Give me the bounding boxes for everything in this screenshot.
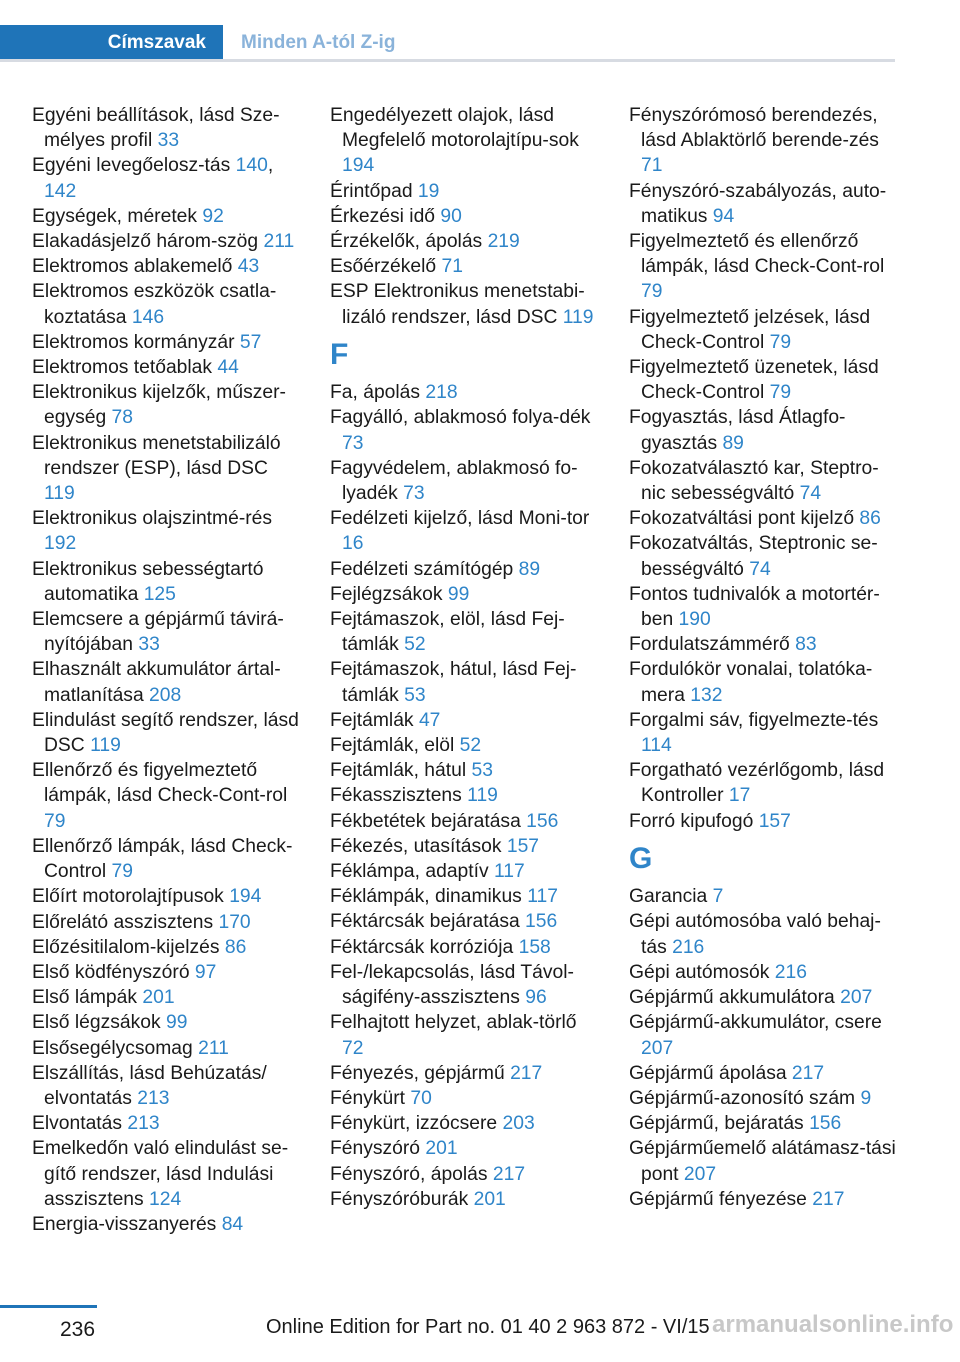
index-entry <box>330 708 600 733</box>
page-link[interactable]: 86 <box>859 508 881 530</box>
index-entry <box>330 557 600 582</box>
index-entry <box>32 506 302 556</box>
page-link[interactable]: 217 <box>510 1062 543 1084</box>
index-entry-text: Elektromos tetőablak <box>32 357 213 379</box>
section-letter-heading: F <box>330 337 349 371</box>
index-column-3 <box>629 103 899 1212</box>
index-entry-text: Elektromos eszközök csatla‐koztatása <box>32 281 277 328</box>
page-link[interactable]: 84 <box>221 1213 244 1235</box>
index-entry-text: Fordulatszámmérő <box>629 634 790 656</box>
index-entry <box>330 834 600 859</box>
index-entry <box>32 1212 302 1237</box>
page-link[interactable]: 203 <box>502 1113 535 1135</box>
index-entry-text: Fényszóróburák <box>330 1188 469 1210</box>
page-link[interactable]: 156 <box>809 1113 842 1135</box>
index-entry-text: Figyelmeztető jelzések, lásd Check-Control <box>629 306 871 353</box>
index-entry-text: Garancia <box>629 886 708 908</box>
page-link[interactable]: 17 <box>728 785 751 807</box>
watermark: armanualsonline.info <box>712 1311 954 1338</box>
page-link[interactable]: 125 <box>143 583 176 605</box>
page-link[interactable]: 217 <box>791 1062 825 1084</box>
index-entry <box>629 758 899 808</box>
index-entry <box>330 380 600 405</box>
index-entry-text: Gépjármű-akkumulátor, csere <box>629 1012 882 1034</box>
index-entry-text: Felhajtott helyzet, ablak‐törlő <box>330 1012 577 1034</box>
index-entry-text: Elektromos ablakemelő <box>32 256 233 278</box>
index-entry <box>330 405 600 455</box>
index-entry <box>32 355 302 380</box>
index-entry-text: Gépjármű, bejáratás <box>629 1113 804 1135</box>
index-entry-text: Fordulókör vonalai, tolatóka‐mera <box>629 659 873 706</box>
page-link[interactable]: 70 <box>410 1087 432 1109</box>
index-entry-text: Elvontatás <box>32 1113 123 1135</box>
page-link[interactable]: 218 <box>425 382 458 404</box>
page-link[interactable]: 90 <box>440 205 462 227</box>
page-link[interactable]: 207 <box>641 1037 674 1059</box>
page-link[interactable]: 211 <box>198 1037 229 1059</box>
index-entry-text: Előrelátó asszisztens <box>32 911 214 933</box>
page-link[interactable]: 132 <box>690 684 723 706</box>
index-entry-text: Fokozatválasztó kar, Steptro‐nic sebességváltó <box>629 457 879 505</box>
page-link[interactable]: 33 <box>138 634 160 656</box>
index-entry-text: Egyéni beállítások, lásd Sze‐mélyes profil <box>32 105 280 152</box>
index-entry-text: Fontos tudnivalók a motortér‐ben <box>629 583 880 631</box>
index-entry <box>629 1111 899 1136</box>
index-entry <box>330 1136 600 1161</box>
page-link[interactable]: 44 <box>217 357 239 379</box>
index-entry-text: Elemcsere a gépjármű távirá‐nyítójában <box>32 609 284 656</box>
index-entry-text: Fedélzeti kijelző, lásd Moni‐tor <box>330 508 590 530</box>
page-link[interactable]: 119 <box>562 306 594 328</box>
index-entry <box>32 1111 302 1136</box>
index-entry <box>629 632 899 657</box>
index-entry <box>629 103 899 179</box>
index-entry <box>330 607 600 657</box>
tab-cimszavak[interactable]: Címszavak <box>0 25 223 62</box>
index-entry-text: Ellenőrző lámpák, lásd Check-Control <box>32 835 293 883</box>
index-entry <box>629 960 899 985</box>
page-number: 236 <box>60 1318 96 1341</box>
page-link[interactable]: 33 <box>157 130 180 152</box>
header-tabs <box>0 25 895 62</box>
index-entry <box>330 859 600 884</box>
page-link[interactable]: 53 <box>471 760 493 782</box>
page-link[interactable]: 213 <box>137 1087 170 1109</box>
index-entry <box>629 985 899 1010</box>
index-entry <box>629 708 899 758</box>
index-entry-text: Egyéni levegőelosz‐tás <box>32 155 231 177</box>
index-entry <box>330 179 600 204</box>
index-entry <box>32 330 302 355</box>
index-entry <box>32 431 302 507</box>
page-link[interactable]: 119 <box>467 785 498 807</box>
index-entry-text: Érzékelők, ápolás <box>330 231 483 253</box>
index-entry-text: Féktárcsák bejáratása <box>330 911 520 933</box>
index-entry-text: Forgatható vezérlőgomb, lásd Kontroller <box>629 760 885 807</box>
index-entry <box>629 531 899 581</box>
page-link[interactable]: 201 <box>425 1138 458 1160</box>
page-link[interactable]: 170 <box>218 911 251 933</box>
index-entry <box>330 506 600 556</box>
index-entry-text: Gépjármű akkumulátora <box>629 987 835 1009</box>
page-link[interactable]: 53 <box>404 684 426 706</box>
index-entry <box>629 506 899 531</box>
index-entry-text: Fejtámlák <box>330 709 414 731</box>
index-entry <box>330 935 600 960</box>
index-column-1 <box>32 103 302 1237</box>
index-entry-text: Figyelmeztető üzenetek, lásd Check-Control <box>629 357 879 404</box>
index-entry-text: Érintőpad <box>330 180 413 202</box>
index-entry-text: Fa, ápolás <box>330 382 421 404</box>
index-entry <box>629 884 899 909</box>
page-link[interactable]: 194 <box>229 886 262 908</box>
index-entry <box>32 557 302 607</box>
index-entry-text: Érkezési idő <box>330 205 436 227</box>
page-link[interactable]: 99 <box>165 1012 188 1034</box>
page-link[interactable]: 7 <box>712 886 724 908</box>
page-link[interactable]: 78 <box>111 407 133 429</box>
page-link[interactable]: 89 <box>722 432 744 454</box>
page-link[interactable]: 216 <box>672 936 705 958</box>
index-entry-text: Elektronikus menetstabilizáló rendszer (ESP), lásd DSC <box>32 432 281 479</box>
index-entry-text: Fényszóró, ápolás <box>330 1163 488 1185</box>
index-entry-text: Fékezés, utasítások <box>330 835 502 857</box>
index-entry <box>629 582 899 632</box>
index-entry <box>330 1162 600 1187</box>
page-link[interactable]: 194 <box>342 155 375 177</box>
page-link[interactable]: 92 <box>202 205 224 227</box>
index-entry <box>32 204 302 229</box>
index-entry <box>330 657 600 707</box>
index-entry-text: Gépi autómosóba való behaj‐tás <box>629 911 881 958</box>
index-entry-text: Fejlégzsákok <box>330 583 443 605</box>
tab-minden-a-tol-z-ig[interactable]: Minden A-tól Z-ig <box>241 32 396 53</box>
index-entry <box>629 456 899 506</box>
index-entry <box>629 909 899 959</box>
page-link[interactable]: 124 <box>149 1188 182 1210</box>
page-link[interactable]: 201 <box>473 1188 506 1210</box>
index-entry-text: Gépjárműemelő alátámasz‐tási pont <box>629 1138 896 1185</box>
index-entry <box>629 229 899 305</box>
index-entry <box>32 935 302 960</box>
index-entry <box>32 758 302 834</box>
page-link[interactable]: 211 <box>263 231 295 253</box>
index-entry <box>629 405 899 455</box>
index-entry <box>330 884 600 909</box>
page-link[interactable]: 117 <box>527 886 558 908</box>
index-entry-text: Ellenőrző és figyelmeztető lámpák, lásd Check-Cont‐rol <box>32 760 288 807</box>
page-link[interactable]: 114 <box>641 735 672 757</box>
index-entry-text: Fejtámlák, elöl <box>330 735 455 757</box>
index-entry-text: Engedélyezett olajok, lásd Megfelelő motorolajtípu‐sok <box>330 105 579 152</box>
page-link[interactable]: 43 <box>237 256 260 278</box>
page-link[interactable]: 86 <box>224 936 247 958</box>
index-entry <box>629 1086 899 1111</box>
index-entry-text: Fényszóró-szabályozás, auto‐matikus <box>629 180 887 227</box>
page-link[interactable]: 208 <box>149 684 182 706</box>
page-link[interactable]: 52 <box>459 735 482 757</box>
index-entry <box>330 1010 600 1060</box>
page-link[interactable]: 156 <box>526 810 559 832</box>
index-entry-text: ESP Elektronikus menetstabi‐lizáló rendszer, lásd DSC <box>330 281 585 328</box>
index-entry-text: Gépjármű ápolása <box>629 1062 787 1084</box>
index-entry-text: Fagyálló, ablakmosó folya‐dék <box>330 407 591 429</box>
page-link[interactable]: 213 <box>127 1113 160 1135</box>
index-entry-text: Fékasszisztens <box>330 785 462 807</box>
page-link[interactable]: 79 <box>44 810 66 832</box>
page-link[interactable]: 72 <box>342 1037 364 1059</box>
page-link[interactable]: 146 <box>131 306 165 328</box>
index-entry <box>32 884 302 909</box>
index-entry <box>629 1136 899 1186</box>
index-entry <box>330 783 600 808</box>
index-entry <box>330 758 600 783</box>
index-entry <box>32 380 302 430</box>
page-link[interactable]: 201 <box>142 987 175 1009</box>
page-link[interactable]: 217 <box>812 1188 845 1210</box>
page-link[interactable]: 217 <box>492 1163 526 1185</box>
index-entry-text: Fokozatváltás, Steptronic se‐bességváltó <box>629 533 878 580</box>
index-entry <box>330 229 600 254</box>
index-entry <box>330 1111 600 1136</box>
index-entry-text: Fénykürt, izzócsere <box>330 1113 498 1135</box>
page-link[interactable]: 158 <box>518 936 551 958</box>
edition-info: Online Edition for Part no. 01 40 2 963 872 - VI/15 <box>266 1316 710 1338</box>
index-entry-text: Emelkedőn való elindulást se‐gítő rendszer, lásd Indulási asszisztens <box>32 1138 289 1210</box>
index-entry-text: Fényezés, gépjármű <box>330 1062 505 1084</box>
index-entry: Egyéni levegőelosz‐tás 140, 142 <box>32 155 274 202</box>
page-link[interactable]: 83 <box>795 634 817 656</box>
index-entry <box>330 809 600 834</box>
index-entry-text: Fejtámlák, hátul <box>330 760 467 782</box>
index-entry <box>32 1036 302 1061</box>
index-entry <box>629 809 899 834</box>
index-entry <box>330 103 600 179</box>
page-link[interactable]: 97 <box>194 961 217 983</box>
index-entry-text: Fokozatváltási pont kijelző <box>629 508 855 530</box>
page-link[interactable]: 74 <box>749 558 771 580</box>
index-entry-text: Első lámpák <box>32 987 138 1009</box>
index-entry-text: Előzésitilalom-kijelzés <box>32 936 220 958</box>
index-entry <box>330 909 600 934</box>
index-entry-text: Elektromos kormányzár <box>32 331 235 353</box>
page-link[interactable]: 71 <box>641 155 663 177</box>
index-entry-text: Elakadásjelző három‐szög <box>32 231 259 253</box>
index-entry <box>330 960 600 1010</box>
index-entry <box>330 254 600 279</box>
page-link[interactable]: 142 <box>44 180 77 202</box>
index-entry <box>32 229 302 254</box>
page-link[interactable]: 119 <box>44 483 75 505</box>
index-entry <box>32 279 302 329</box>
page-link[interactable]: 96 <box>525 987 547 1009</box>
index-entry <box>629 1061 899 1086</box>
page-link[interactable]: 73 <box>403 483 425 505</box>
page-link[interactable]: 140 <box>235 155 268 177</box>
index-entry <box>629 1187 899 1212</box>
index-entry-text: Fel-/lekapcsolás, lásd Távol‐ságifény-asszisztens <box>330 961 574 1009</box>
page-link[interactable]: 9 <box>860 1087 872 1109</box>
index-entry-text: Elektronikus olajszintmé‐rés <box>32 508 273 530</box>
index-entry <box>32 254 302 279</box>
page-link[interactable]: 157 <box>758 810 791 832</box>
index-entry <box>32 1061 302 1111</box>
index-entry-text: Esőérzékelő <box>330 256 437 278</box>
index-entry <box>32 985 302 1010</box>
page-link[interactable]: 156 <box>525 911 558 933</box>
index-entry-text: Első ködfényszóró <box>32 961 190 983</box>
page-link[interactable]: 79 <box>769 331 792 353</box>
index-entry <box>32 910 302 935</box>
index-entry-text: Féktárcsák korróziója <box>330 936 514 958</box>
index-entry <box>330 582 600 607</box>
index-entry-text: Első légzsákok <box>32 1012 161 1034</box>
page-link[interactable]: 19 <box>417 180 440 202</box>
page-link[interactable]: 94 <box>712 205 735 227</box>
index-entry <box>629 657 899 707</box>
index-entry-text: Fejtámaszok, elöl, lásd Fej‐támlák <box>330 609 565 656</box>
index-entry-text: Fényszórómosó berendezés, lásd Ablaktörlő berende‐zés <box>629 105 879 152</box>
index-entry-text: Féklámpák, dinamikus <box>330 886 522 908</box>
index-entry <box>629 179 899 229</box>
page-link[interactable]: 74 <box>799 483 822 505</box>
page-link[interactable]: 119 <box>90 735 121 757</box>
index-entry-text: Elektronikus kijelzők, műszer‐egység <box>32 382 286 429</box>
page-link[interactable]: 192 <box>44 533 77 555</box>
index-entry <box>330 1187 600 1212</box>
index-entry-text: Forró kipufogó <box>629 810 754 832</box>
page-link[interactable]: 207 <box>683 1163 717 1185</box>
index-entry <box>32 657 302 707</box>
page-link[interactable]: 190 <box>678 609 711 631</box>
page-link[interactable]: 219 <box>487 231 520 253</box>
page-link[interactable]: 157 <box>506 835 540 857</box>
index-entry <box>32 960 302 985</box>
index-entry-text: Energia-visszanyerés <box>32 1213 217 1235</box>
index-entry-text: Féklámpa, adaptív <box>330 861 489 883</box>
section-letter-heading: G <box>629 841 653 875</box>
index-entry-text: Elindulást segítő rendszer, lásd DSC <box>32 709 299 757</box>
index-entry <box>330 456 600 506</box>
page-link[interactable]: 47 <box>418 709 441 731</box>
page-link[interactable]: 79 <box>111 861 133 883</box>
page-link[interactable]: 216 <box>774 961 807 983</box>
page-link[interactable]: 79 <box>769 382 792 404</box>
index-entry <box>32 1136 302 1212</box>
page-link[interactable]: 52 <box>404 634 426 656</box>
index-column-2 <box>330 103 600 1212</box>
index-entry <box>32 103 302 153</box>
page-link[interactable]: 99 <box>447 583 470 605</box>
index-entry <box>32 607 302 657</box>
index-entry <box>629 305 899 355</box>
index-entry <box>32 834 302 884</box>
index-entry <box>330 279 600 329</box>
index-entry <box>330 733 600 758</box>
footer-accent-bar <box>0 1305 97 1308</box>
page-link[interactable]: 79 <box>641 281 663 303</box>
index-entry-text: Egységek, méretek <box>32 205 198 227</box>
index-entry-text: Fagyvédelem, ablakmosó fo‐lyadék <box>330 457 578 505</box>
index-entry-text: Forgalmi sáv, figyelmezte‐tés <box>629 709 879 731</box>
index-entry <box>330 1061 600 1086</box>
page-link[interactable]: 57 <box>239 331 262 353</box>
index-entry <box>629 1010 899 1060</box>
index-entry <box>629 355 899 405</box>
index-entry-text: Fénykürt <box>330 1087 406 1109</box>
page-link[interactable]: 71 <box>441 256 463 278</box>
index-entry-text: Fékbetétek bejáratása <box>330 810 521 832</box>
tab-bar-underline <box>0 59 895 62</box>
page-link[interactable]: 117 <box>493 861 525 883</box>
page-link[interactable]: 73 <box>342 432 364 454</box>
page-link[interactable]: 89 <box>518 558 541 580</box>
index-entry-text: Elektronikus sebességtartó automatika <box>32 558 264 605</box>
index-entry-text: Gépi autómosók <box>629 961 770 983</box>
index-entry-text: Gépjármű-azonosító szám <box>629 1087 856 1109</box>
index-entry <box>330 1086 600 1111</box>
page-link[interactable]: 16 <box>342 533 364 555</box>
page-link[interactable]: 207 <box>840 987 873 1009</box>
index-entry <box>32 708 302 758</box>
index-entry <box>330 204 600 229</box>
index-entry-text: Figyelmeztető és ellenőrző lámpák, lásd Check-Cont‐rol <box>629 231 885 278</box>
index-entry-text: Fényszóró <box>330 1138 421 1160</box>
index-entry-text: Elhasznált akkumulátor ártal‐matlanítása <box>32 659 281 706</box>
index-entry <box>32 1010 302 1035</box>
index-entry-text: Előírt motorolajtípusok <box>32 886 224 908</box>
index-entry-text: Elszállítás, lásd Behúzatás/ elvontatás <box>32 1062 267 1109</box>
index-entry-text: Elsősegélycsomag <box>32 1037 193 1059</box>
index-entry-text: Gépjármű fényezése <box>629 1188 807 1210</box>
index-entry-text: Fogyasztás, lásd Átlagfo‐gyasztás <box>629 407 846 454</box>
index-entry-text: Fedélzeti számítógép <box>330 558 514 580</box>
index-entry-text: Fejtámaszok, hátul, lásd Fej‐támlák <box>330 659 577 706</box>
